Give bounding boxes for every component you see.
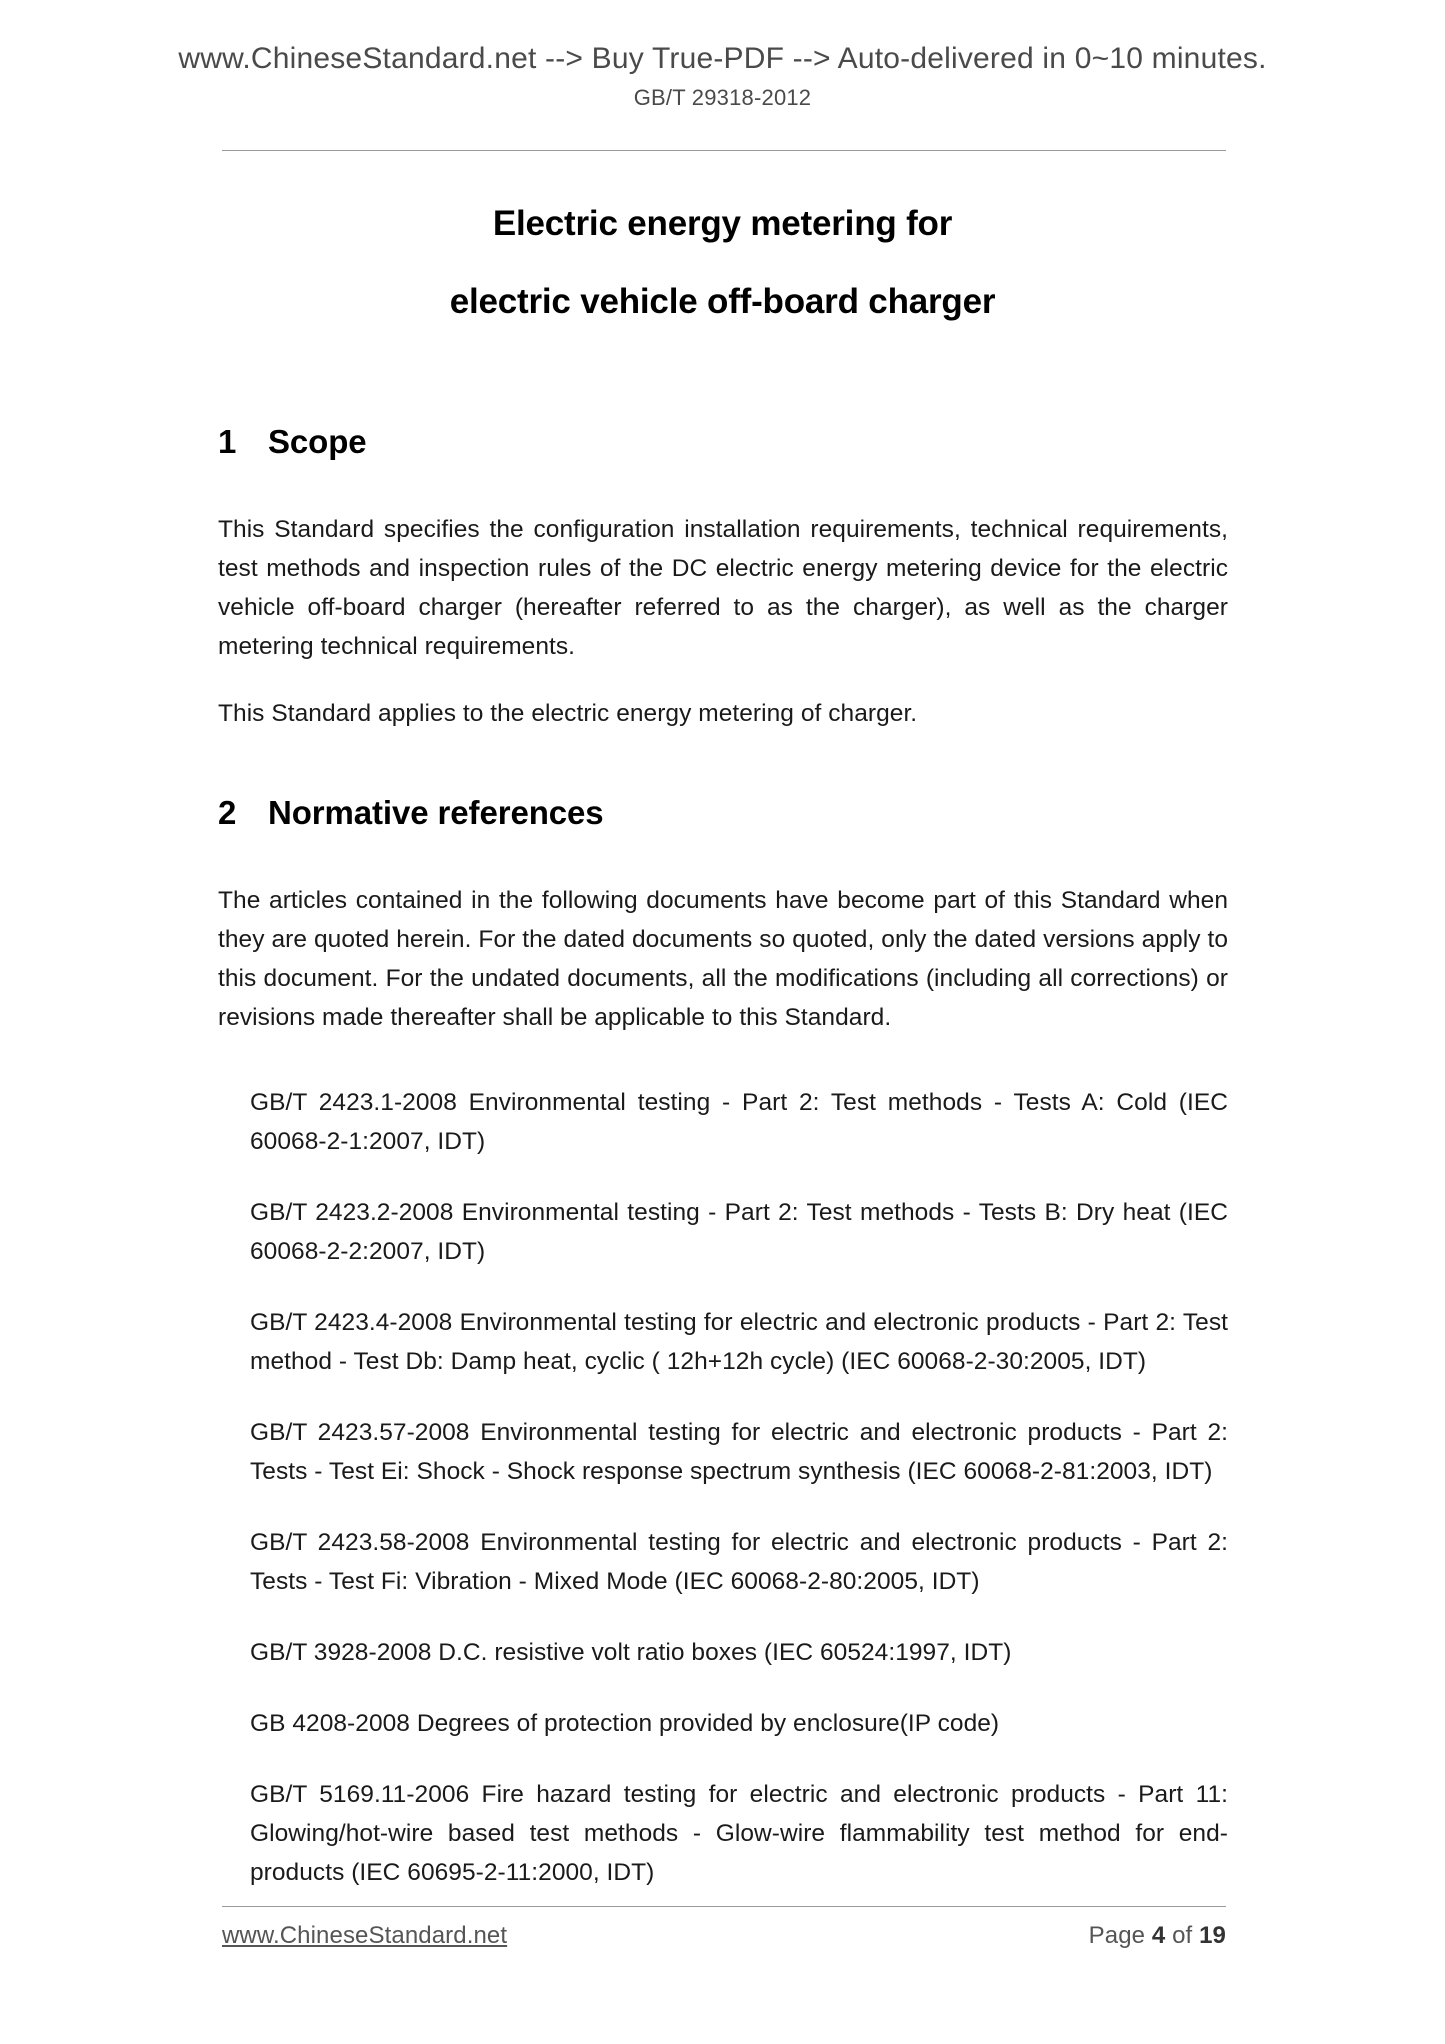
reference-item: GB/T 2423.1-2008 Environmental testing - Part 2: Test methods - Tests A: Cold (IEC 60068-2-1:2007, IDT) xyxy=(250,1089,1228,1155)
page-title xyxy=(0,185,1445,341)
page-number-indicator xyxy=(1089,1922,1226,1950)
header-divider xyxy=(222,150,1226,151)
promo-watermark-text: www.ChineseStandard.net --> Buy True-PDF --> Auto-delivered in 0~10 minutes. xyxy=(178,42,1267,75)
title-line-1: Electric energy metering for xyxy=(492,204,953,243)
title-line-2: electric vehicle off-board charger xyxy=(449,282,996,321)
document-body xyxy=(218,420,1228,1924)
normative-paragraph-1: The articles contained in the following documents have become part of this Standard when they are quoted herein. For the dated documents so quoted, only the dated versions apply to this document. For the undated documents, all the modifications (including all corrections) or revisions made thereafter shall be applicable to this Standard. xyxy=(218,887,1228,1031)
page-total-number: 19 xyxy=(1199,1922,1226,1949)
section-title-1: Scope xyxy=(268,423,367,460)
footer-divider xyxy=(222,1906,1226,1907)
reference-item: GB/T 3928-2008 D.C. resistive volt ratio boxes (IEC 60524:1997, IDT) xyxy=(250,1639,1012,1666)
reference-item: GB/T 5169.11-2006 Fire hazard testing for electric and electronic products - Part 11: Glowing/hot-wire based test methods - Glow-wire flammability test method for end-products (IEC 60695-2-11:2000, IDT) xyxy=(250,1781,1228,1886)
reference-item: GB/T 2423.2-2008 Environmental testing - Part 2: Test methods - Tests B: Dry heat (IEC 60068-2-2:2007, IDT) xyxy=(250,1199,1228,1265)
page-footer xyxy=(222,1922,1226,1950)
standard-number: GB/T 29318-2012 xyxy=(633,85,812,110)
footer-website-link[interactable]: www.ChineseStandard.net xyxy=(222,1922,508,1949)
section-title-2: Normative references xyxy=(268,794,604,831)
reference-item: GB/T 2423.57-2008 Environmental testing for electric and electronic products - Part 2: Tests - Test Ei: Shock - Shock response spectrum synthesis (IEC 60068-2-81:2003, IDT) xyxy=(250,1419,1228,1485)
page-current-number: 4 xyxy=(1151,1922,1166,1949)
page-label-prefix: Page xyxy=(1088,1922,1152,1949)
section-heading-scope xyxy=(218,420,1228,464)
page-label-of: of xyxy=(1165,1922,1200,1949)
scope-paragraph-1: This Standard specifies the configuration installation requirements, technical requirements, test methods and inspection rules of the DC electric energy metering device for the electric vehicle off-board charger (hereafter referred to as the charger), as well as the charger metering technical requirements. xyxy=(218,516,1228,660)
section-heading-normative-references xyxy=(218,791,1228,835)
reference-item: GB 4208-2008 Degrees of protection provided by enclosure(IP code) xyxy=(250,1710,1000,1737)
normative-reference-list xyxy=(218,1083,1228,1892)
reference-item: GB/T 2423.4-2008 Environmental testing for electric and electronic products - Part 2: Test method - Test Db: Damp heat, cyclic ( 12h+12h cycle) (IEC 60068-2-30:2005, IDT) xyxy=(250,1309,1228,1375)
section-number-2: 2 xyxy=(218,794,237,831)
section-number-1: 1 xyxy=(218,423,237,460)
scope-paragraph-2: This Standard applies to the electric energy metering of charger. xyxy=(218,700,918,727)
reference-item: GB/T 2423.58-2008 Environmental testing for electric and electronic products - Part 2: Tests - Test Fi: Vibration - Mixed Mode (IEC 60068-2-80:2005, IDT) xyxy=(250,1529,1228,1595)
page-header xyxy=(0,42,1445,111)
